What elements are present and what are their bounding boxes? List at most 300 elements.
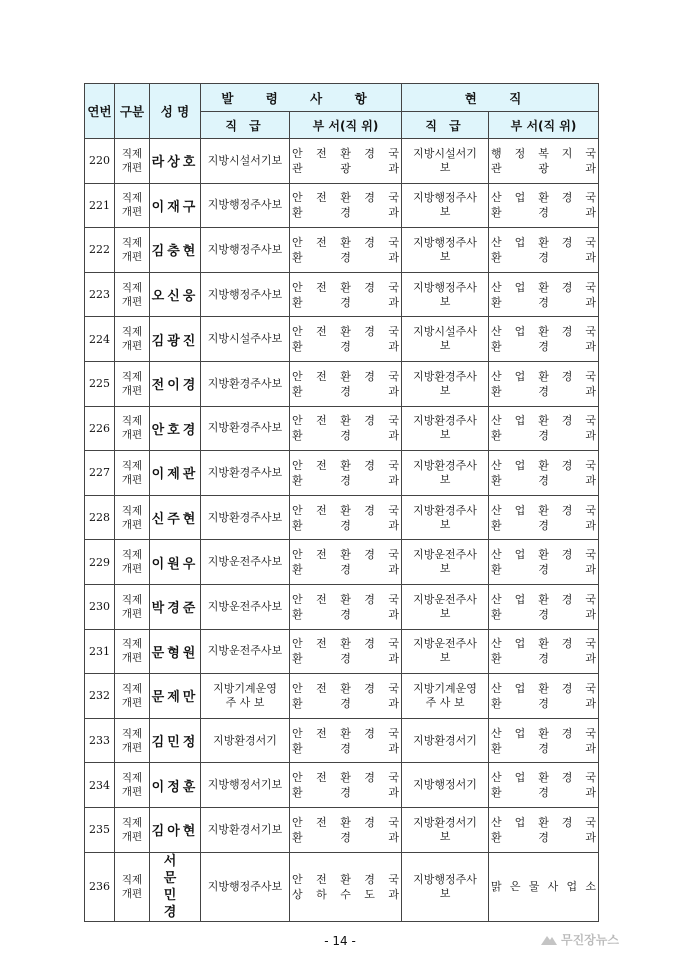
dept-char: 경 <box>538 429 549 443</box>
dept-line <box>489 413 598 428</box>
dept-char: 행 <box>491 146 502 160</box>
dept-char: 안 <box>292 771 303 785</box>
dept-char: 환 <box>491 830 502 844</box>
kind-line: 개편 <box>121 518 143 531</box>
current-rank <box>402 228 489 273</box>
dept-char: 경 <box>538 563 549 577</box>
dept-char: 업 <box>514 548 526 562</box>
table-body <box>85 139 599 922</box>
name-line: 민 경 <box>163 887 187 920</box>
person-name: 이원우 <box>150 540 201 585</box>
appointment-dept <box>290 361 402 406</box>
dept-char: 과 <box>388 741 400 755</box>
header-appointment: 발 령 사 항 <box>201 84 402 112</box>
dept-line <box>290 235 401 250</box>
dept-line <box>489 146 598 161</box>
dept-char: 환 <box>340 414 351 428</box>
dept-char: 과 <box>388 473 400 487</box>
dept-char: 환 <box>538 503 549 517</box>
appointment-table <box>84 83 599 922</box>
appointment-rank: 지방환경주사보 <box>201 361 290 406</box>
kind-line: 개편 <box>121 786 143 799</box>
dept-char: 환 <box>538 458 549 472</box>
dept-char: 환 <box>340 191 351 205</box>
header-current-rank: 직 급 <box>402 112 489 139</box>
dept-char: 환 <box>292 696 303 710</box>
dept-line <box>489 879 598 894</box>
row-number: 223 <box>85 272 115 317</box>
current-dept <box>489 139 599 184</box>
dept-char: 물 <box>528 880 540 893</box>
dept-char: 환 <box>491 206 502 220</box>
current-rank <box>402 495 489 540</box>
page-number: - 14 - <box>324 934 356 948</box>
dept-char: 안 <box>292 458 303 472</box>
dept-line <box>290 651 401 666</box>
rank-line: 보 <box>439 517 451 531</box>
row-number: 228 <box>85 495 115 540</box>
dept-line <box>290 815 401 830</box>
dept-char: 국 <box>388 872 400 886</box>
dept-char: 과 <box>585 518 597 532</box>
kind-line: 직제 <box>121 638 143 651</box>
table-row <box>85 495 599 540</box>
dept-char: 전 <box>316 681 327 695</box>
dept-line <box>489 607 598 622</box>
dept-char: 환 <box>340 592 351 606</box>
dept-char: 안 <box>292 325 303 339</box>
dept-char: 경 <box>538 340 549 354</box>
rank-line: 주 사 보 <box>425 695 465 709</box>
current-rank <box>402 584 489 629</box>
dept-char: 경 <box>340 741 351 755</box>
watermark-text: 무진장뉴스 <box>561 932 619 947</box>
person-name: 김광진 <box>150 317 201 362</box>
row-kind <box>115 540 150 585</box>
dept-char: 국 <box>388 681 400 695</box>
dept-char: 경 <box>364 414 375 428</box>
dept-char: 경 <box>340 518 351 532</box>
dept-char: 과 <box>585 429 597 443</box>
dept-char: 업 <box>514 325 526 339</box>
person-name: 이제관 <box>150 451 201 496</box>
dept-char: 소 <box>585 880 597 893</box>
dept-char: 국 <box>585 146 597 160</box>
person-name <box>150 852 201 921</box>
dept-char: 경 <box>538 295 549 309</box>
row-number: 224 <box>85 317 115 362</box>
dept-char: 과 <box>585 473 597 487</box>
dept-char: 과 <box>388 652 400 666</box>
rank-line: 보 <box>439 160 451 174</box>
row-number: 229 <box>85 540 115 585</box>
dept-char: 환 <box>538 191 549 205</box>
dept-char: 경 <box>340 250 351 264</box>
row-number: 234 <box>85 763 115 808</box>
dept-char: 산 <box>491 548 502 562</box>
current-dept <box>489 763 599 808</box>
dept-char: 산 <box>491 503 502 517</box>
dept-char: 경 <box>538 696 549 710</box>
dept-line <box>489 384 598 399</box>
dept-char: 경 <box>340 563 351 577</box>
dept-char: 업 <box>514 726 526 740</box>
dept-char: 안 <box>292 191 303 205</box>
dept-char: 국 <box>388 235 400 249</box>
dept-char: 경 <box>364 503 375 517</box>
dept-char: 환 <box>538 235 549 249</box>
dept-char: 산 <box>491 191 502 205</box>
dept-char: 환 <box>491 250 502 264</box>
dept-char: 전 <box>316 872 327 886</box>
dept-line <box>290 146 401 161</box>
current-dept <box>489 183 599 228</box>
current-rank <box>402 540 489 585</box>
appointment-dept <box>290 540 402 585</box>
kind-line: 개편 <box>121 161 143 174</box>
dept-char: 안 <box>292 548 303 562</box>
dept-char: 과 <box>388 295 400 309</box>
header-appointment-rank: 직 급 <box>201 112 290 139</box>
dept-char: 경 <box>561 280 573 294</box>
dept-char: 과 <box>585 295 597 309</box>
appointment-dept <box>290 495 402 540</box>
dept-char: 전 <box>316 280 327 294</box>
row-kind <box>115 584 150 629</box>
dept-char: 전 <box>316 592 327 606</box>
dept-line <box>489 473 598 488</box>
appointment-dept <box>290 763 402 808</box>
dept-line <box>489 250 598 265</box>
dept-char: 경 <box>561 191 573 205</box>
rank-line: 지방환경주사 <box>413 458 477 472</box>
dept-char: 경 <box>340 340 351 354</box>
dept-char: 경 <box>561 815 573 829</box>
rank-line: 보 <box>439 383 451 397</box>
appointment-dept <box>290 228 402 273</box>
person-name: 전이경 <box>150 361 201 406</box>
dept-char: 경 <box>538 786 549 800</box>
current-rank: 지방행정서기 <box>402 763 489 808</box>
row-number: 225 <box>85 361 115 406</box>
dept-char: 과 <box>585 384 597 398</box>
dept-line <box>489 324 598 339</box>
current-rank <box>402 272 489 317</box>
dept-char: 환 <box>340 235 351 249</box>
header-appointment-dept: 부 서(직 위) <box>290 112 402 139</box>
dept-char: 경 <box>561 325 573 339</box>
dept-char: 산 <box>491 280 502 294</box>
dept-line <box>489 205 598 220</box>
table-row <box>85 584 599 629</box>
kind-line: 개편 <box>121 696 143 709</box>
dept-char: 과 <box>585 741 597 755</box>
dept-char: 경 <box>561 548 573 562</box>
table-row <box>85 139 599 184</box>
appointment-dept <box>290 451 402 496</box>
dept-char: 경 <box>561 369 573 383</box>
row-number: 220 <box>85 139 115 184</box>
kind-line: 직제 <box>121 147 143 160</box>
dept-line <box>489 295 598 310</box>
kind-line: 직제 <box>121 816 143 829</box>
rank-line: 지방기계운영 <box>413 681 477 695</box>
person-name: 신주현 <box>150 495 201 540</box>
dept-char: 과 <box>388 384 400 398</box>
dept-char: 경 <box>364 191 375 205</box>
dept-char: 경 <box>538 206 549 220</box>
table-row <box>85 629 599 674</box>
dept-char: 환 <box>538 771 549 785</box>
rank-line: 보 <box>439 886 451 900</box>
dept-char: 경 <box>364 681 375 695</box>
rank-line: 지방운전주사 <box>413 637 477 651</box>
current-dept <box>489 406 599 451</box>
dept-char: 전 <box>316 369 327 383</box>
dept-char: 경 <box>364 637 375 651</box>
dept-char: 환 <box>292 206 303 220</box>
row-kind <box>115 807 150 852</box>
dept-char: 도 <box>364 887 375 901</box>
dept-char: 산 <box>491 815 502 829</box>
dept-char: 업 <box>514 815 526 829</box>
dept-char: 업 <box>514 681 526 695</box>
dept-line <box>290 872 401 887</box>
dept-line <box>290 830 401 845</box>
dept-char: 관 <box>491 161 502 175</box>
table-row <box>85 674 599 719</box>
dept-char: 하 <box>316 887 327 901</box>
dept-char: 전 <box>316 815 327 829</box>
dept-char: 업 <box>514 771 526 785</box>
dept-char: 경 <box>538 250 549 264</box>
dept-line <box>290 205 401 220</box>
dept-char: 전 <box>316 414 327 428</box>
dept-line <box>489 815 598 830</box>
dept-char: 전 <box>316 325 327 339</box>
table-row <box>85 228 599 273</box>
dept-char: 과 <box>585 607 597 621</box>
dept-char: 과 <box>388 696 400 710</box>
dept-char: 환 <box>491 741 502 755</box>
dept-char: 환 <box>491 607 502 621</box>
person-name: 이정훈 <box>150 763 201 808</box>
row-kind <box>115 495 150 540</box>
dept-char: 국 <box>585 235 597 249</box>
dept-char: 과 <box>388 250 400 264</box>
table-row <box>85 540 599 585</box>
dept-char: 경 <box>364 726 375 740</box>
dept-char: 과 <box>585 786 597 800</box>
table-row <box>85 807 599 852</box>
dept-char: 업 <box>514 280 526 294</box>
kind-line: 직제 <box>121 415 143 428</box>
dept-line <box>489 592 598 607</box>
dept-char: 전 <box>316 146 327 160</box>
kind-line: 직제 <box>121 593 143 606</box>
rank-line: 지방행정주사 <box>413 235 477 249</box>
rank-line: 보 <box>439 294 451 308</box>
dept-char: 안 <box>292 637 303 651</box>
table-row <box>85 718 599 763</box>
dept-char: 환 <box>491 295 502 309</box>
appointment-dept <box>290 183 402 228</box>
dept-char: 국 <box>388 191 400 205</box>
dept-char: 환 <box>340 637 351 651</box>
dept-char: 안 <box>292 369 303 383</box>
row-number: 226 <box>85 406 115 451</box>
dept-char: 과 <box>585 563 597 577</box>
table-row <box>85 183 599 228</box>
dept-char: 안 <box>292 815 303 829</box>
dept-char: 산 <box>491 235 502 249</box>
header-current: 현 직 <box>402 84 599 112</box>
dept-char: 과 <box>388 830 400 844</box>
rank-line: 지방환경주사 <box>413 503 477 517</box>
dept-char: 환 <box>292 250 303 264</box>
dept-char: 수 <box>340 887 351 901</box>
appointment-rank <box>201 674 290 719</box>
appointment-rank: 지방행정주사보 <box>201 272 290 317</box>
rank-line: 보 <box>439 339 451 353</box>
dept-char: 과 <box>585 830 597 844</box>
dept-line <box>489 518 598 533</box>
rank-line: 지방행정주사 <box>413 280 477 294</box>
dept-char: 과 <box>388 340 400 354</box>
dept-char: 업 <box>514 369 526 383</box>
dept-char: 전 <box>316 548 327 562</box>
dept-char: 환 <box>491 384 502 398</box>
dept-char: 환 <box>538 280 549 294</box>
dept-char: 업 <box>514 503 526 517</box>
current-dept <box>489 228 599 273</box>
dept-char: 국 <box>585 280 597 294</box>
dept-char: 경 <box>364 592 375 606</box>
kind-line: 개편 <box>121 652 143 665</box>
dept-char: 안 <box>292 726 303 740</box>
current-rank <box>402 406 489 451</box>
dept-char: 전 <box>316 726 327 740</box>
dept-char: 업 <box>514 235 526 249</box>
dept-char: 환 <box>538 414 549 428</box>
person-name: 김아현 <box>150 807 201 852</box>
kind-line: 개편 <box>121 250 143 263</box>
rank-line: 보 <box>439 249 451 263</box>
rank-line: 지방환경주사 <box>413 369 477 383</box>
appointment-rank: 지방환경주사보 <box>201 451 290 496</box>
dept-char: 경 <box>364 815 375 829</box>
dept-char: 경 <box>340 206 351 220</box>
dept-char: 복 <box>538 146 549 160</box>
kind-line: 개편 <box>121 295 143 308</box>
dept-char: 환 <box>292 563 303 577</box>
appointment-rank: 지방운전주사보 <box>201 540 290 585</box>
dept-line <box>489 547 598 562</box>
dept-char: 경 <box>561 637 573 651</box>
table-row <box>85 317 599 362</box>
current-dept <box>489 807 599 852</box>
dept-char: 업 <box>514 637 526 651</box>
row-kind <box>115 674 150 719</box>
current-rank <box>402 317 489 362</box>
dept-line <box>489 369 598 384</box>
dept-char: 환 <box>292 473 303 487</box>
dept-char: 경 <box>340 473 351 487</box>
dept-line <box>290 785 401 800</box>
rank-line: 지방시설서기 <box>413 146 477 160</box>
dept-line <box>290 339 401 354</box>
dept-char: 경 <box>538 384 549 398</box>
appointment-dept <box>290 852 402 921</box>
dept-char: 환 <box>340 369 351 383</box>
dept-char: 과 <box>585 206 597 220</box>
dept-char: 산 <box>491 369 502 383</box>
dept-char: 과 <box>585 161 597 175</box>
dept-char: 경 <box>561 771 573 785</box>
dept-line <box>489 161 598 176</box>
row-number: 232 <box>85 674 115 719</box>
kind-line: 개편 <box>121 473 143 486</box>
person-name: 라상호 <box>150 139 201 184</box>
kind-line: 직제 <box>121 727 143 740</box>
name-line: 서 문 <box>163 853 187 886</box>
dept-char: 산 <box>491 637 502 651</box>
dept-char: 광 <box>538 161 549 175</box>
current-rank <box>402 674 489 719</box>
dept-char: 국 <box>585 414 597 428</box>
table-row <box>85 406 599 451</box>
rank-line: 지방환경서기 <box>413 815 477 829</box>
appointment-rank: 지방환경주사보 <box>201 495 290 540</box>
dept-char: 국 <box>388 815 400 829</box>
kind-line: 직제 <box>121 326 143 339</box>
header-kind: 구분 <box>115 84 150 139</box>
dept-line <box>290 770 401 785</box>
dept-char: 국 <box>585 191 597 205</box>
kind-line: 직제 <box>121 459 143 472</box>
current-rank <box>402 361 489 406</box>
dept-char: 사 <box>547 880 559 893</box>
dept-line <box>290 741 401 756</box>
dept-char: 안 <box>292 592 303 606</box>
dept-char: 환 <box>340 771 351 785</box>
dept-char: 환 <box>491 652 502 666</box>
dept-line <box>290 636 401 651</box>
dept-line <box>290 250 401 265</box>
appointment-rank: 지방시설서기보 <box>201 139 290 184</box>
dept-line <box>290 607 401 622</box>
current-dept <box>489 629 599 674</box>
dept-char: 환 <box>292 429 303 443</box>
dept-char: 안 <box>292 146 303 160</box>
dept-char: 경 <box>340 429 351 443</box>
person-name: 김민정 <box>150 718 201 763</box>
dept-line <box>489 741 598 756</box>
dept-char: 전 <box>316 191 327 205</box>
dept-char: 환 <box>292 830 303 844</box>
row-number: 227 <box>85 451 115 496</box>
appointment-rank: 지방행정주사보 <box>201 183 290 228</box>
kind-line: 직제 <box>121 504 143 517</box>
person-name: 문형원 <box>150 629 201 674</box>
current-rank <box>402 451 489 496</box>
dept-char: 환 <box>292 607 303 621</box>
dept-char: 경 <box>364 872 375 886</box>
kind-line: 개편 <box>121 741 143 754</box>
kind-line: 개편 <box>121 607 143 620</box>
current-rank: 지방환경서기 <box>402 718 489 763</box>
kind-line: 개편 <box>121 340 143 353</box>
